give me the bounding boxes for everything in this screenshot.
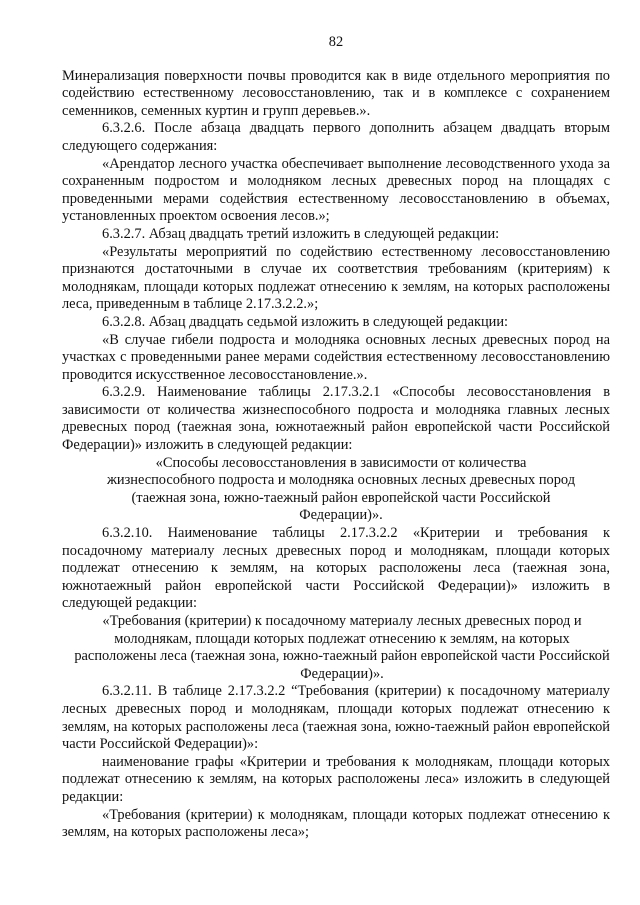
paragraph-column-name: наименование графы «Критерии и требования к молоднякам, площади которых подлежат отнесению к землям, на которых расположены леса» изложить в следующей редакции:: [62, 753, 610, 805]
paragraph-6-3-2-11: 6.3.2.11. В таблице 2.17.3.2.2 “Требования (критерии) к посадочному материалу лесных древесных пород и молоднякам, площади которых подлежат отнесению к землям, на которых расположены леса (таежная зона, южно-таежный район европейской части Российской Федерации)»:: [62, 683, 610, 753]
quote-results: «Результаты мероприятий по содействию естественному лесовосстановлению признаются достаточными в случае их соответствия требованиям (критериям) к молоднякам, площади которых подлежат отнесению к землям, на которых расположены леса, приведенным в таблице 2.17.3.2.2.»;: [62, 243, 610, 313]
quote-column-requirements: «Требования (критерии) к молоднякам, площади которых подлежат отнесению к землям, на которых расположены леса»;: [62, 806, 610, 841]
quote-artificial-reforestation: «В случае гибели подроста и молодняка основных лесных древесных пород на участках с проведенными ранее мерами содействия естественному лесовосстановлению проводится искусственное лесовосстановление.».: [62, 331, 610, 383]
quote-table-title-2-17-3-2-2: «Требования (критерии) к посадочному материалу лесных древесных пород и молоднякам, площади которых подлежат отнесению к землям, на которых расположены леса (таежная зона, южно-таежный район европейской части Российской Федерации)».: [74, 613, 610, 682]
paragraph-6-3-2-9: 6.3.2.9. Наименование таблицы 2.17.3.2.1 «Способы лесовосстановления в зависимости от количества жизнеспособного подроста и молодняка главных лесных древесных пород (таежная зона, южнотаежный район европейской части Российской Федерации)» изложить в следующей редакции:: [62, 384, 610, 454]
paragraph-6-3-2-7: 6.3.2.7. Абзац двадцать третий изложить в следующей редакции:: [102, 225, 500, 242]
quote-tenant-care: «Арендатор лесного участка обеспечивает выполнение лесоводственного ухода за сохраненным подростом и молодняком лесных древесных пород на площадях с проведенными мерами содействия естественному лесовосстановлению в объемах, установленных проектом освоения лесов.»;: [62, 155, 610, 225]
paragraph-mineralization: Минерализация поверхности почвы проводится как в виде отдельного мероприятия по содействию естественному лесовосстановлению, так и в комплексе с сохранением семенников, семенных куртин и групп деревьев.».: [62, 67, 610, 119]
paragraph-6-3-2-10: 6.3.2.10. Наименование таблицы 2.17.3.2.2 «Критерии и требования к посадочному материалу лесных древесных пород и молоднякам, площади которых подлежат отнесению к землям, на которых расположены леса (таежная зона, южнотаежный район европейской части Российской Федерации)» изложить в следующей редакции:: [62, 525, 610, 612]
paragraph-6-3-2-8: 6.3.2.8. Абзац двадцать седьмой изложить в следующей редакции:: [102, 313, 509, 330]
page-number: 82: [328, 34, 344, 50]
paragraph-6-3-2-6: 6.3.2.6. После абзаца двадцать первого дополнить абзацем двадцать вторым следующего содержания:: [62, 120, 610, 154]
quote-table-title-2-17-3-2-1: «Способы лесовосстановления в зависимости от количества жизнеспособного подроста и молодняка основных лесных древесных пород (таежная зона, южно-таежный район европейской части Российской Федерации)».: [106, 454, 576, 524]
